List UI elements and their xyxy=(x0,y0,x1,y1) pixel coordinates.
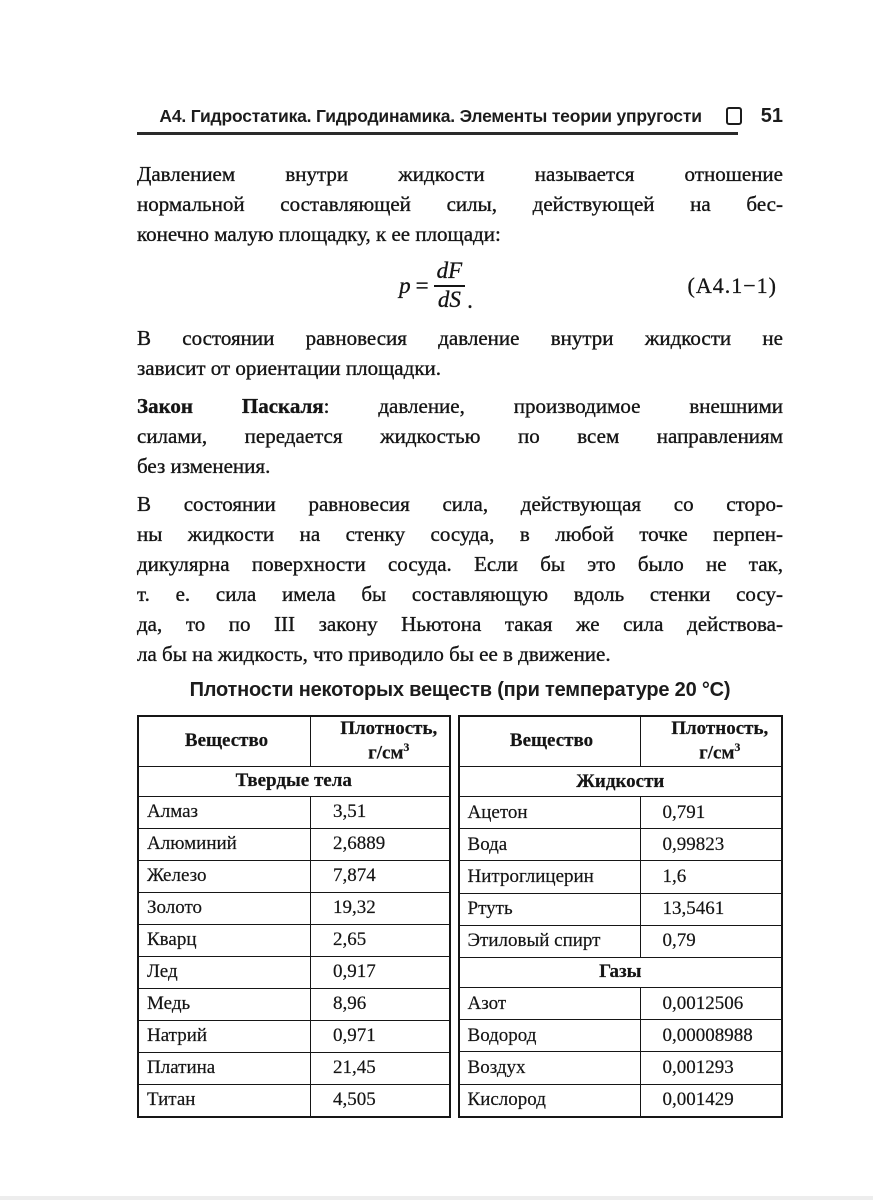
table-row xyxy=(138,924,450,956)
text-line: Давлением внутри жидкости называется отношение xyxy=(137,161,783,186)
table-row xyxy=(459,925,782,957)
substance-cell: Титан xyxy=(138,1084,311,1117)
text-line: В состоянии равновесия давление внутри жидкости не xyxy=(137,325,783,350)
table-row xyxy=(138,988,450,1020)
running-head xyxy=(137,104,783,128)
solids-density-table xyxy=(137,715,451,1118)
density-cell: 0,971 xyxy=(311,1020,450,1052)
column-header-substance: Вещество xyxy=(459,716,641,767)
substance-cell: Вода xyxy=(459,829,641,861)
page-content xyxy=(137,104,783,1118)
density-cell: 0,001293 xyxy=(640,1052,782,1084)
text-line: ны жидкости на стенку сосуда, в любой точке перпен- xyxy=(137,521,783,546)
table-row xyxy=(138,956,450,988)
chapter-marker-icon xyxy=(726,107,742,125)
density-cell: 19,32 xyxy=(311,892,450,924)
density-cell: 0,791 xyxy=(640,797,782,829)
column-header-density: Плотность, $г/см^3$ xyxy=(640,716,782,767)
section-header-row xyxy=(459,766,782,796)
substance-cell: Алюминий xyxy=(138,828,311,860)
density-table xyxy=(137,715,783,1118)
section-header-row xyxy=(459,957,782,987)
substance-cell: Ртуть xyxy=(459,893,641,925)
table-row xyxy=(138,1020,450,1052)
table-row xyxy=(138,1084,450,1117)
density-cell: 0,001429 xyxy=(640,1084,782,1117)
text-line: т. е. сила имела бы составляющую вдоль стенки сосу- xyxy=(137,581,783,606)
section-header-cell: Жидкости xyxy=(459,766,782,796)
equals-sign: = xyxy=(415,272,429,298)
body-text xyxy=(137,159,783,669)
table-row xyxy=(459,893,782,925)
substance-cell: Кварц xyxy=(138,924,311,956)
density-cell: 0,917 xyxy=(311,956,450,988)
substance-cell: Натрий xyxy=(138,1020,311,1052)
text-line: силами, передается жидкостью по всем направлениям xyxy=(137,423,783,448)
text-line: В состоянии равновесия сила, действующая со сторо- xyxy=(137,491,783,516)
density-cell: 3,51 xyxy=(311,796,450,828)
header-rule xyxy=(137,132,738,135)
table-row xyxy=(459,1084,782,1117)
table-row xyxy=(459,861,782,893)
density-cell: 2,65 xyxy=(311,924,450,956)
paragraph-pascal-law xyxy=(137,391,783,481)
text-line: ла бы на жидкость, что приводило бы ее в движение. xyxy=(137,641,611,666)
table-row xyxy=(459,988,782,1020)
table-row xyxy=(138,860,450,892)
paragraph-pressure-definition xyxy=(137,159,783,249)
formula-pressure xyxy=(137,257,783,315)
table-row xyxy=(138,892,450,924)
substance-cell: Воздух xyxy=(459,1052,641,1084)
paragraph-force-perpendicular xyxy=(137,489,783,669)
formula-lhs: p xyxy=(399,272,411,298)
density-cell: 8,96 xyxy=(311,988,450,1020)
substance-cell: Кислород xyxy=(459,1084,641,1117)
table-row xyxy=(459,797,782,829)
formula-expression xyxy=(399,259,473,311)
density-cell: 0,0012506 xyxy=(640,988,782,1020)
text-line: нормальной составляющей силы, действующей на бес- xyxy=(137,191,783,216)
section-header-row xyxy=(138,766,450,796)
section-header-cell: Газы xyxy=(459,957,782,987)
fraction-numerator: dF xyxy=(434,259,466,286)
table-row xyxy=(138,1052,450,1084)
density-cell: 4,505 xyxy=(311,1084,450,1117)
density-cell: 21,45 xyxy=(311,1052,450,1084)
table-title: Плотности некоторых веществ (при температуре 20 °С) xyxy=(189,678,731,701)
substance-cell: Ацетон xyxy=(459,797,641,829)
substance-cell: Лед xyxy=(138,956,311,988)
text-line: конечно малую площадку, к ее площади: xyxy=(137,221,501,246)
table-row xyxy=(459,1052,782,1084)
substance-cell: Водород xyxy=(459,1020,641,1052)
density-cell: 1,6 xyxy=(640,861,782,893)
chapter-title: А4. Гидростатика. Гидродинамика. Элементы теории упругости xyxy=(159,105,702,126)
page-number: 51 xyxy=(760,104,783,127)
fraction-denominator: dS xyxy=(437,286,461,312)
substance-cell: Золото xyxy=(138,892,311,924)
table-row xyxy=(138,796,450,828)
column-header-density: Плотность, $г/см^3$ xyxy=(311,716,450,767)
substance-cell: Азот xyxy=(459,988,641,1020)
liquids-gases-density-table xyxy=(458,715,783,1118)
column-header-row xyxy=(138,716,450,767)
substance-cell: Алмаз xyxy=(138,796,311,828)
table-row xyxy=(459,829,782,861)
fraction xyxy=(434,259,466,311)
table-row xyxy=(138,828,450,860)
paragraph-equilibrium-pressure xyxy=(137,323,783,383)
text-line: дикулярна поверхности сосуда. Если бы это было не так, xyxy=(137,551,783,576)
density-cell: 2,6889 xyxy=(311,828,450,860)
substance-cell: Нитроглицерин xyxy=(459,861,641,893)
table-row xyxy=(459,1020,782,1052)
equation-number: (А4.1−1) xyxy=(687,272,777,298)
substance-cell: Железо xyxy=(138,860,311,892)
density-cell: 0,99823 xyxy=(640,829,782,861)
column-header-substance: Вещество xyxy=(138,716,311,767)
density-cell: 0,00008988 xyxy=(640,1020,782,1052)
scan-edge xyxy=(0,1196,873,1200)
text-line: Закон Паскаля: давление, производимое внешними xyxy=(137,393,783,418)
substance-cell: Медь xyxy=(138,988,311,1020)
substance-cell: Этиловый спирт xyxy=(459,925,641,957)
text-line: зависит от ориентации площадки. xyxy=(137,355,442,380)
density-cell: 7,874 xyxy=(311,860,450,892)
substance-cell: Платина xyxy=(138,1052,311,1084)
formula-period: . xyxy=(467,287,473,313)
density-cell: 13,5461 xyxy=(640,893,782,925)
text-line: без изменения. xyxy=(137,453,271,478)
density-cell: 0,79 xyxy=(640,925,782,957)
text-line: да, то по III закону Ньютона такая же сила действова- xyxy=(137,611,783,636)
section-header-cell: Твердые тела xyxy=(138,766,450,796)
column-header-row xyxy=(459,716,782,767)
